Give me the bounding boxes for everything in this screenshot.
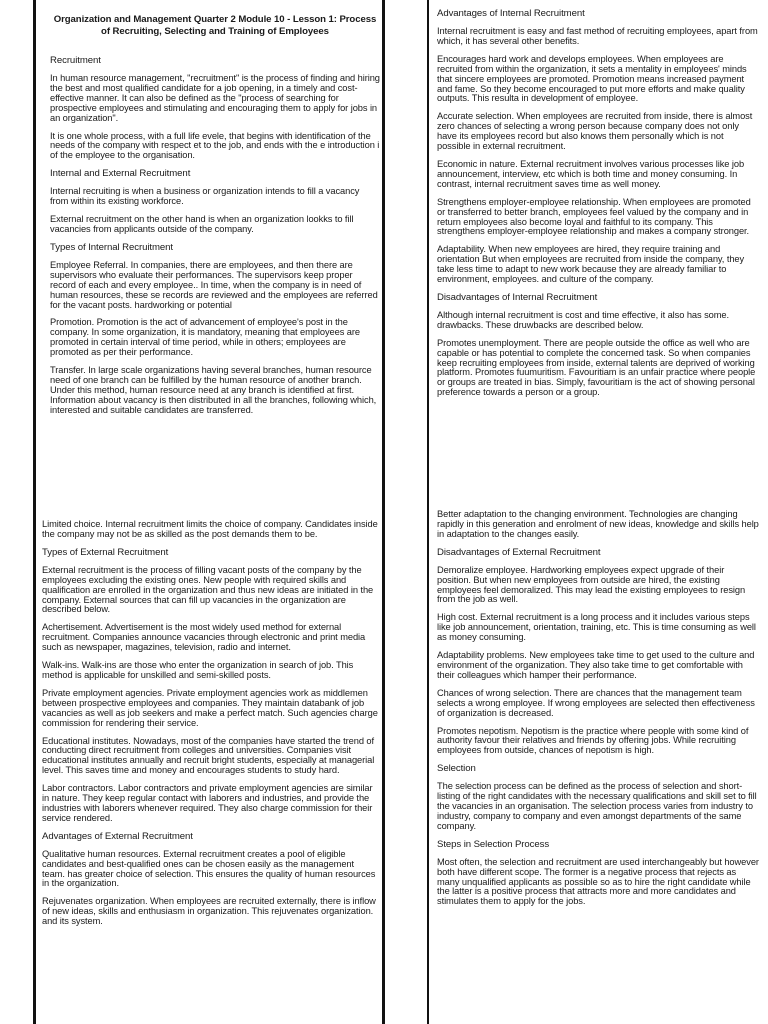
paragraph: Private employment agencies. Private employment agencies work as middlemen between prospective employees and companies. They maintain databank of job vacancies as well as job seekers and make a perfect match. Such agencies charge commission for rendering their service. bbox=[42, 687, 378, 728]
section-heading: Recruitment bbox=[50, 55, 101, 66]
right-bottom-content bbox=[437, 510, 759, 907]
paragraph: Economic in nature. External recruitment involves various processes like job announcement, interview, etc which is both time and money consuming. In contrast, internal recruitment saves time as well money. bbox=[437, 158, 745, 189]
paragraph: External recruitment is the process of filling vacant posts of the company by the employees excluding the existing ones. New people with required skills and qualification are enrolled in the organization and thus new ideas are initiated in the company. External sources that can fill up vacancies in the organization are described below. bbox=[42, 564, 374, 615]
right-column-bottom bbox=[437, 510, 759, 915]
right-column-top bbox=[437, 9, 759, 406]
section-heading: Advantages of External Recruitment bbox=[42, 830, 193, 842]
paragraph: In human resource management, "recruitment" is the process of finding and hiring the best and most qualified candidate for a job opening, in a timely and cost- effective manner. It can also be defined as the "process of searching for prospective employees and stimulating and encouraging them to apply for jobs in an organization". bbox=[50, 73, 380, 123]
paragraph: Strengthens employer-employee relationship. When employees are promoted or transferred to better branch, employees feel valued by the company and in return employees also become loyal and faithful to its company. This strengthens employer-employee relationship and makes a company stronger. bbox=[437, 196, 751, 237]
paragraph: Promotes unemployment. There are people outside the office as well who are capable or has potential to complete the concerned task. So when companies keep recruiting employees from inside, external talents are deprived of working platform. Promotes fuumuritism. Favouritiam is an unfair practice where people or groups are treated in bias. Simply, favouritiam is the act of showing personal preference towards a person or a group. bbox=[437, 337, 756, 398]
paragraph: Internal recruiting is when a business or organization intends to fill a vacancy from within its existing workforce. bbox=[50, 186, 360, 207]
paragraph: Transfer. In large scale organizations having several branches, human resource need of one branch can be fulfilled by the human resource of another branch. Under this method, human resource need at any branch is identified at first. Information about vacancy is then distributed in all the branches, following which, interested and suitable candidates are transferred. bbox=[50, 365, 377, 415]
paragraph: Promotes nepotism. Nepotism is the practice where people with some kind of authority favour their relatives and friends by offering jobs. While recruiting employees from outside, chances of nepotism is high. bbox=[437, 725, 749, 756]
section-heading: Types of External Recruitment bbox=[42, 546, 169, 558]
paragraph: Adaptability. When new employees are hired, they require training and orientation But when employees are recruited from inside the company, they take less time to adapt to new work because they are already familiar to environment, employees. and culture of the company. bbox=[437, 244, 745, 285]
paragraph: Encourages hard work and develops employees. When employees are recruited from within the organization, it sets a mentality in employees' minds that sincere employees are promoted. Promotion means increased payment and fame. So they become encouraged to put more efforts and make quality outputs. This resulta in development of employee. bbox=[437, 53, 747, 104]
document-title: Organization and Management Quarter 2 Module 10 - Lesson 1: Process of Recruiting, Selecting and Training of Employees bbox=[53, 14, 377, 37]
paragraph: It is one whole process, with a full life evele, that begins with identification of the needs of the company with respect et to the job, and ends with the e introduction i of the employee to the organisation. bbox=[50, 130, 380, 161]
column-divider-middle bbox=[382, 0, 385, 1024]
section-heading: Internal and External Recruitment bbox=[50, 168, 191, 180]
paragraph: Promotion. Promotion is the act of advancement of employee's post in the company. In some organization, it is mandatory, meaning that employees are promoted in certain interval of time period, while in others; employees are promoted as per their performance. bbox=[50, 317, 360, 358]
column-divider-left bbox=[33, 0, 36, 1024]
paragraph: High cost. External recruitment is a long process and it includes various steps like job announcement, orientation, training, etc. This is time consuming as well as money consuming. bbox=[437, 612, 756, 643]
left-column-bottom bbox=[42, 520, 378, 935]
paragraph: The selection process can be defined as the process of selection and short- listing of the right candidates with the necessary qualifications and skill set to fill the vacancies in an organisation. The selection process varies from industry to industry, company to company and even amongst departments of the same company. bbox=[437, 781, 757, 831]
paragraph: Accurate selection. When employees are recruited from inside, there is almost zero chances of selecting a wrong person because company does not only have its employees record but also knows them personally which is not possible in external recruitment. bbox=[437, 111, 753, 152]
left-top-content bbox=[50, 56, 380, 416]
paragraph: Most often, the selection and recruitment are used interchangeably but however both have different scope. The former is a negative process that rejects as many unqualified applicants as possible so as to hire the right candidate while the latter is a positive process that attracts more and more candidates and stimulates them to apply for the jobs. bbox=[437, 856, 759, 907]
paragraph: Internal recruitment is easy and fast method of recruiting employees, apart from which, it has several other benefits. bbox=[437, 26, 758, 46]
left-bottom-content bbox=[42, 520, 378, 927]
paragraph: Adaptability problems. New employees take time to get used to the culture and environment of the organization. They also take time to get comfortable with their colleagues which hamper their performance. bbox=[437, 650, 755, 680]
section-heading: Disadvantages of External Recruitment bbox=[437, 546, 601, 558]
paragraph: Better adaptation to the changing environment. Technologies are changing rapidly in this generation and enrolment of new ideas, knowledge and skills help in adaptation to the changes easily. bbox=[437, 509, 759, 539]
paragraph: Demoralize employee. Hardworking employees expect upgrade of their position. But when new employees from outside are hired, the existing employees feel demoralized. This may lead the existing employees to resign from the job as well. bbox=[437, 564, 746, 605]
paragraph: Limited choice. Internal recruitment limits the choice of company. Candidates inside the company may not be as skilled as the post demands them to be. bbox=[42, 519, 378, 539]
paragraph: Employee Referral. In companies, there are employees, and then there are supervisors who evaluate their performances. The supervisors keep proper record of each and every employee.. In time, when the company is in need of human resources, these se records are reviewed and the employees are referred for the vacant posts. hardworking or potential bbox=[50, 259, 378, 310]
right-top-content bbox=[437, 9, 759, 398]
paragraph: Although internal recruitment is cost and time effective, it also has some. drawbacks. These druwbacks are described below. bbox=[437, 309, 729, 330]
section-heading: Disadvantages of Internal Recruitment bbox=[437, 291, 598, 303]
section-heading: Advantages of Internal Recruitment bbox=[437, 8, 585, 19]
paragraph: Labor contractors. Labor contractors and private employment agencies are similar in nature. They keep regular contact with laborers and industries, and provide the industries with laborers whenever required. They also charge commission for their service rendered. bbox=[42, 783, 373, 823]
section-heading: Selection bbox=[437, 763, 476, 775]
paragraph: Achertisement. Advertisement is the most widely used method for external recruitment. Companies announce vacancies through electronic and print media such as newspaper, magazines, television, radio and internet. bbox=[42, 622, 366, 653]
section-heading: Types of Internal Recruitment bbox=[50, 241, 173, 253]
paragraph: Educational institutes. Nowadays, most of the companies have started the trend of conducting direct recruitment from colleges and universities. Companies visit educational institutes annually and recruit bright students, especially at managerial level. This saves time and money and encourages students to study hard. bbox=[42, 735, 375, 776]
paragraph: Walk-ins. Walk-ins are those who enter the organization in search of job. This method is applicable for unskilled and semi-skilled posts. bbox=[42, 660, 354, 680]
paragraph: Qualitative human resources. External recruitment creates a pool of eligible candidates and best-qualified ones can be chosen easily as the management team. has greater choice of selection. This ensures the quality of human resources in the organization. bbox=[42, 848, 376, 889]
paragraph: External recruitment on the other hand is when an organization lookks to fill vacancies from applicants outside of the company. bbox=[50, 214, 354, 234]
paragraph: Chances of wrong selection. There are chances that the management team selects a wrong employee. If wrong employees are selected then effectiveness of organization is decreased. bbox=[437, 687, 755, 718]
column-divider-right bbox=[427, 0, 429, 1024]
section-heading: Steps in Selection Process bbox=[437, 838, 550, 850]
paragraph: Rejuvenates organization. When employees are recruited externally, there is inflow of new ideas, skills and enthusiasm in organization. This rejuvenates organization. and its system. bbox=[42, 896, 376, 927]
left-column-top bbox=[50, 14, 380, 424]
